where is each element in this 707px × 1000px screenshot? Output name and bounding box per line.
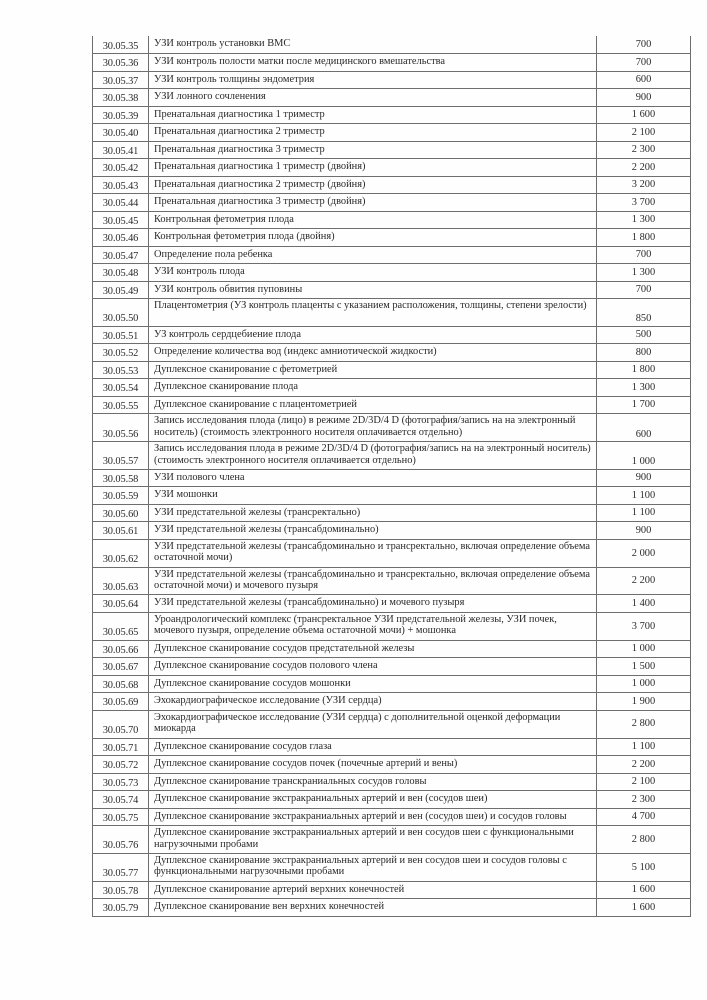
service-code-cell: 30.05.66	[93, 640, 149, 658]
service-price-cell: 2 200	[597, 756, 691, 774]
service-name-cell: Запись исследования плода в режиме 2D/3D/4 D (фотография/запись на на электронный носитель) (стоимость электронного носителя оплачивается отдельно)	[149, 442, 597, 470]
service-name-cell: Дуплексное сканирование артерий верхних конечностей	[149, 881, 597, 899]
service-code-cell: 30.05.61	[93, 522, 149, 540]
service-price-cell: 5 100	[597, 853, 691, 881]
service-name-cell: Дуплексное сканирование сосудов глаза	[149, 738, 597, 756]
table-row	[93, 738, 691, 756]
table-row	[93, 567, 691, 595]
service-name-cell: Дуплексное сканирование экстракраниальных артерий и вен (сосудов шеи) и сосудов головы	[149, 808, 597, 826]
table-row	[93, 414, 691, 442]
service-code-cell: 30.05.37	[93, 71, 149, 89]
table-row	[93, 89, 691, 107]
service-price-cell: 1 900	[597, 693, 691, 711]
table-row	[93, 54, 691, 72]
service-name-cell: Пренатальная диагностика 1 триместр	[149, 106, 597, 124]
service-code-cell: 30.05.71	[93, 738, 149, 756]
service-price-cell: 850	[597, 299, 691, 327]
table-row	[93, 194, 691, 212]
service-code-cell: 30.05.54	[93, 379, 149, 397]
service-code-cell: 30.05.53	[93, 361, 149, 379]
service-code-cell: 30.05.63	[93, 567, 149, 595]
service-name-cell: Контрольная фетометрия плода (двойня)	[149, 229, 597, 247]
service-price-cell: 500	[597, 326, 691, 344]
service-code-cell: 30.05.70	[93, 710, 149, 738]
service-price-cell: 1 100	[597, 487, 691, 505]
service-price-cell: 700	[597, 54, 691, 72]
table-row	[93, 396, 691, 414]
table-row	[93, 522, 691, 540]
service-name-cell: Определение количества вод (индекс амниотической жидкости)	[149, 344, 597, 362]
service-code-cell: 30.05.74	[93, 791, 149, 809]
service-code-cell: 30.05.45	[93, 211, 149, 229]
service-name-cell: Эхокардиографическое исследование (УЗИ сердца)	[149, 693, 597, 711]
service-code-cell: 30.05.60	[93, 504, 149, 522]
service-code-cell: 30.05.40	[93, 124, 149, 142]
service-price-cell: 700	[597, 281, 691, 299]
service-name-cell: Дуплексное сканирование экстракраниальных артерий и вен сосудов шеи с функциональными нагрузочными пробами	[149, 826, 597, 854]
service-name-cell: Дуплексное сканирование сосудов полового члена	[149, 658, 597, 676]
service-code-cell: 30.05.69	[93, 693, 149, 711]
service-name-cell: Пренатальная диагностика 3 триместр (двойня)	[149, 194, 597, 212]
service-code-cell: 30.05.55	[93, 396, 149, 414]
service-price-cell: 900	[597, 522, 691, 540]
service-code-cell: 30.05.68	[93, 675, 149, 693]
service-price-cell: 600	[597, 71, 691, 89]
service-name-cell: Дуплексное сканирование сосудов предстательной железы	[149, 640, 597, 658]
service-name-cell: УЗИ предстательной железы (трансабдоминально и трансректально, включая определение объема остаточной мочи)	[149, 539, 597, 567]
service-name-cell: Пренатальная диагностика 1 триместр (двойня)	[149, 159, 597, 177]
table-row	[93, 246, 691, 264]
service-code-cell: 30.05.79	[93, 899, 149, 917]
service-price-cell: 2 200	[597, 567, 691, 595]
service-price-cell: 3 700	[597, 612, 691, 640]
service-name-cell: Уроандрологический комплекс (трансректальное УЗИ предстательной железы, УЗИ почек, мочевого пузыря, определение объема остаточной мочи) + мошонка	[149, 612, 597, 640]
service-price-cell: 1 800	[597, 361, 691, 379]
service-code-cell: 30.05.67	[93, 658, 149, 676]
service-price-cell: 2 800	[597, 826, 691, 854]
table-row	[93, 773, 691, 791]
service-price-cell: 4 700	[597, 808, 691, 826]
service-code-cell: 30.05.78	[93, 881, 149, 899]
table-row	[93, 808, 691, 826]
service-code-cell: 30.05.35	[93, 36, 149, 54]
service-price-cell: 2 100	[597, 773, 691, 791]
service-price-cell: 1 600	[597, 899, 691, 917]
service-price-cell: 1 700	[597, 396, 691, 414]
service-name-cell: УЗИ предстательной железы (трансабдоминально)	[149, 522, 597, 540]
service-price-cell: 1 000	[597, 640, 691, 658]
service-name-cell: Дуплексное сканирование экстракраниальных артерий и вен сосудов шеи и сосудов головы с функциональными нагрузочными пробами	[149, 853, 597, 881]
service-price-cell: 2 300	[597, 141, 691, 159]
service-code-cell: 30.05.46	[93, 229, 149, 247]
table-row	[93, 710, 691, 738]
price-table-body	[93, 36, 691, 916]
service-code-cell: 30.05.77	[93, 853, 149, 881]
table-row	[93, 159, 691, 177]
service-code-cell: 30.05.65	[93, 612, 149, 640]
table-row	[93, 658, 691, 676]
table-row	[93, 539, 691, 567]
service-price-cell: 1 600	[597, 106, 691, 124]
table-row	[93, 176, 691, 194]
table-row	[93, 487, 691, 505]
service-name-cell: УЗИ предстательной железы (трансректально)	[149, 504, 597, 522]
service-name-cell: УЗИ предстательной железы (трансабдоминально и трансректально, включая определение объема остаточной мочи) и мочевого пузыря	[149, 567, 597, 595]
service-price-cell: 1 300	[597, 211, 691, 229]
service-name-cell: Дуплексное сканирование плода	[149, 379, 597, 397]
service-code-cell: 30.05.41	[93, 141, 149, 159]
service-price-cell: 1 300	[597, 264, 691, 282]
service-name-cell: УЗИ контроль толщины эндометрия	[149, 71, 597, 89]
service-name-cell: Запись исследования плода (лицо) в режиме 2D/3D/4 D (фотография/запись на на электронный носитель) (стоимость электронного носителя оплачивается отдельно)	[149, 414, 597, 442]
service-code-cell: 30.05.56	[93, 414, 149, 442]
table-row	[93, 791, 691, 809]
service-name-cell: Дуплексное сканирование с фетометрией	[149, 361, 597, 379]
service-price-cell: 900	[597, 89, 691, 107]
service-name-cell: УЗИ контроль плода	[149, 264, 597, 282]
service-code-cell: 30.05.52	[93, 344, 149, 362]
service-price-cell: 1 800	[597, 229, 691, 247]
service-price-cell: 1 100	[597, 738, 691, 756]
service-code-cell: 30.05.50	[93, 299, 149, 327]
table-row	[93, 826, 691, 854]
service-name-cell: Определение пола ребенка	[149, 246, 597, 264]
table-row	[93, 361, 691, 379]
table-row	[93, 379, 691, 397]
service-price-cell: 1 500	[597, 658, 691, 676]
service-name-cell: Дуплексное сканирование транскраниальных сосудов головы	[149, 773, 597, 791]
service-name-cell: УЗИ мошонки	[149, 487, 597, 505]
service-price-cell: 1 100	[597, 504, 691, 522]
table-row	[93, 264, 691, 282]
service-code-cell: 30.05.48	[93, 264, 149, 282]
service-price-cell: 3 200	[597, 176, 691, 194]
table-row	[93, 853, 691, 881]
service-code-cell: 30.05.43	[93, 176, 149, 194]
table-row	[93, 141, 691, 159]
service-code-cell: 30.05.75	[93, 808, 149, 826]
service-name-cell: УЗИ лонного сочленения	[149, 89, 597, 107]
service-name-cell: Дуплексное сканирование сосудов почек (почечные артерий и вены)	[149, 756, 597, 774]
service-name-cell: УЗИ контроль установки ВМС	[149, 36, 597, 54]
service-price-cell: 2 800	[597, 710, 691, 738]
service-code-cell: 30.05.59	[93, 487, 149, 505]
service-name-cell: Пренатальная диагностика 3 триместр	[149, 141, 597, 159]
service-price-cell: 900	[597, 469, 691, 487]
table-row	[93, 326, 691, 344]
service-price-cell: 2 100	[597, 124, 691, 142]
service-price-cell: 1 600	[597, 881, 691, 899]
table-row	[93, 693, 691, 711]
service-code-cell: 30.05.49	[93, 281, 149, 299]
table-row	[93, 640, 691, 658]
service-name-cell: УЗ контроль сердцебиение плода	[149, 326, 597, 344]
service-price-cell: 1 000	[597, 675, 691, 693]
service-price-cell: 1 400	[597, 595, 691, 613]
service-code-cell: 30.05.64	[93, 595, 149, 613]
service-name-cell: УЗИ контроль полости матки после медицинского вмешательства	[149, 54, 597, 72]
service-code-cell: 30.05.58	[93, 469, 149, 487]
service-price-cell: 700	[597, 36, 691, 54]
service-code-cell: 30.05.62	[93, 539, 149, 567]
service-code-cell: 30.05.38	[93, 89, 149, 107]
service-code-cell: 30.05.42	[93, 159, 149, 177]
service-code-cell: 30.05.76	[93, 826, 149, 854]
table-row	[93, 756, 691, 774]
table-row	[93, 344, 691, 362]
service-name-cell: Дуплексное сканирование сосудов мошонки	[149, 675, 597, 693]
service-price-cell: 1 300	[597, 379, 691, 397]
table-row	[93, 71, 691, 89]
service-name-cell: УЗИ полового члена	[149, 469, 597, 487]
service-code-cell: 30.05.72	[93, 756, 149, 774]
table-row	[93, 36, 691, 54]
service-name-cell: Дуплексное сканирование с плацентометрией	[149, 396, 597, 414]
table-row	[93, 469, 691, 487]
service-code-cell: 30.05.36	[93, 54, 149, 72]
table-row	[93, 211, 691, 229]
service-name-cell: УЗИ контроль обвития пуповины	[149, 281, 597, 299]
service-name-cell: Контрольная фетометрия плода	[149, 211, 597, 229]
table-row	[93, 899, 691, 917]
service-name-cell: Пренатальная диагностика 2 триместр (двойня)	[149, 176, 597, 194]
service-price-cell: 3 700	[597, 194, 691, 212]
service-price-cell: 2 300	[597, 791, 691, 809]
service-code-cell: 30.05.57	[93, 442, 149, 470]
service-name-cell: Дуплексное сканирование экстракраниальных артерий и вен (сосудов шеи)	[149, 791, 597, 809]
service-name-cell: УЗИ предстательной железы (трансабдоминально) и мочевого пузыря	[149, 595, 597, 613]
table-row	[93, 881, 691, 899]
table-row	[93, 299, 691, 327]
service-price-cell: 2 200	[597, 159, 691, 177]
table-row	[93, 229, 691, 247]
service-price-cell: 1 000	[597, 442, 691, 470]
table-row	[93, 106, 691, 124]
service-code-cell: 30.05.73	[93, 773, 149, 791]
service-name-cell: Пренатальная диагностика 2 триместр	[149, 124, 597, 142]
service-name-cell: Дуплексное сканирование вен верхних конечностей	[149, 899, 597, 917]
service-price-cell: 800	[597, 344, 691, 362]
table-row	[93, 504, 691, 522]
table-row	[93, 281, 691, 299]
service-name-cell: Плацентометрия (УЗ контроль плаценты с указанием расположения, толщины, степени зрелости)	[149, 299, 597, 327]
price-table	[92, 36, 691, 917]
service-code-cell: 30.05.47	[93, 246, 149, 264]
service-price-cell: 600	[597, 414, 691, 442]
service-code-cell: 30.05.39	[93, 106, 149, 124]
table-row	[93, 124, 691, 142]
table-row	[93, 595, 691, 613]
service-name-cell: Эхокардиографическое исследование (УЗИ сердца) с дополнительной оценкой деформации миокарда	[149, 710, 597, 738]
service-code-cell: 30.05.51	[93, 326, 149, 344]
table-row	[93, 442, 691, 470]
service-code-cell: 30.05.44	[93, 194, 149, 212]
table-row	[93, 612, 691, 640]
service-price-cell: 700	[597, 246, 691, 264]
table-row	[93, 675, 691, 693]
service-price-cell: 2 000	[597, 539, 691, 567]
